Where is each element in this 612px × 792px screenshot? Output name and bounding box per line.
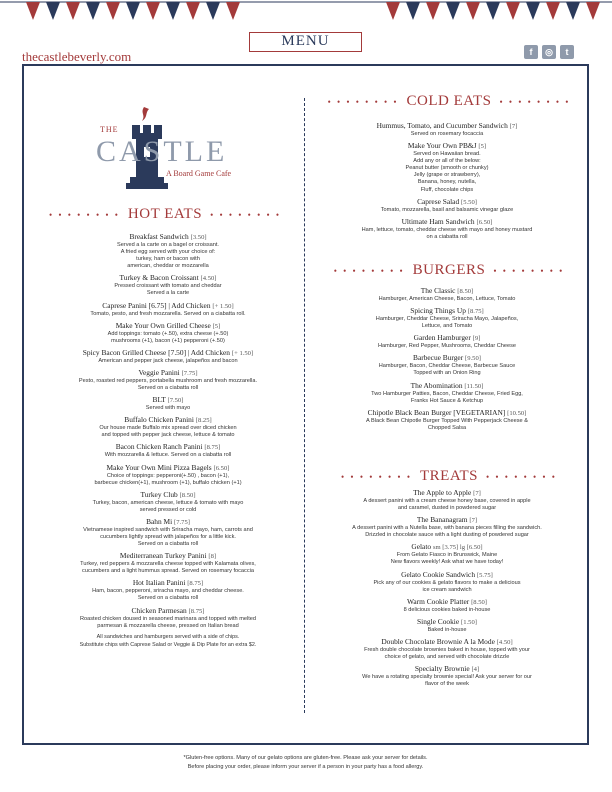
item-description: A fried egg served with your choice of: xyxy=(120,249,216,256)
bunting-flag xyxy=(226,2,240,20)
bunting-flag xyxy=(206,2,220,20)
item-description: Fresh double chocolate brownies baked in house, topped with your xyxy=(364,646,530,653)
item-price: [7.50] xyxy=(167,397,184,405)
item-price: sm [3.75] lg [6.50] xyxy=(432,544,483,552)
item-description: Hamburger, Bacon, Cheddar Cheese, Barbecue Sauce xyxy=(378,363,516,370)
item-description: Drizzled in chocolate sauce with a light dusting of powdered sugar xyxy=(365,532,529,539)
item-name: Caprese Salad xyxy=(417,196,460,206)
item-name: Warm Cookie Platter xyxy=(406,596,470,606)
burgers-heading: • • • • • • • • BURGERS • • • • • • • • xyxy=(333,262,565,278)
website-link[interactable]: thecastlebeverly.com xyxy=(22,49,132,64)
item-description: Served on rosemary focaccia xyxy=(410,131,484,137)
hot-eats-title: HOT EATS xyxy=(127,206,203,222)
item-price: [4] xyxy=(471,666,480,674)
item-price: [4.50] xyxy=(496,638,513,646)
bunting-flag xyxy=(486,2,500,20)
item-name: Turkey & Bacon Croissant xyxy=(119,273,199,283)
item-description: Chopped Salsa xyxy=(427,424,467,431)
item-name: Make Your Own Grilled Cheese xyxy=(115,320,211,330)
item-description: Roasted chicken doused in seasoned marinara and topped with melted xyxy=(79,615,256,622)
item-name: Gelato xyxy=(411,542,432,552)
item-description: New flavors weekly! Ask what we have today! xyxy=(390,559,504,566)
item-description: Pesto, roasted red peppers, portabella mushroom and fresh mozzarella. xyxy=(78,377,258,384)
bunting-flag xyxy=(546,2,560,20)
item-name: Bacon Chicken Ranch Panini xyxy=(115,442,203,452)
menu-item xyxy=(40,490,296,514)
item-price: [7] xyxy=(473,490,481,497)
item-name: BLT xyxy=(152,395,166,405)
menu-item xyxy=(312,617,582,634)
item-description: Served a la carte xyxy=(146,290,190,297)
bunting-flag xyxy=(426,2,440,20)
item-name: Hummus, Tomato, and Cucumber Sandwich xyxy=(376,121,508,130)
item-name: The Bananagram xyxy=(416,515,468,525)
item-description: A Black Bean Chipotle Burger Topped With Pepperjack Cheese & xyxy=(366,417,528,424)
bunting-flag xyxy=(526,2,540,20)
item-price: [8] xyxy=(208,553,217,561)
menu-item xyxy=(40,442,296,459)
cold-eats-heading: • • • • • • • • COLD EATS • • • • • • • • xyxy=(327,93,571,109)
menu-item xyxy=(40,463,296,487)
treats-title: TREATS xyxy=(419,468,478,484)
footnotes xyxy=(22,754,589,772)
menu-item xyxy=(312,141,582,194)
menu-item xyxy=(312,381,582,405)
menu-item xyxy=(312,664,582,688)
menu-item xyxy=(40,348,296,365)
item-name: Breakfast Sandwich xyxy=(129,232,189,241)
item-description: 8 delicious cookies baked in-house xyxy=(403,606,491,613)
item-description: Hamburger, American Cheese, Bacon, Lettuce, Tomato xyxy=(378,296,516,302)
item-description: Pick any of our cookies & gelato flavors to make a delicious xyxy=(373,579,521,586)
item-description: With mozzarella & lettuce. Served on a ciabatta roll xyxy=(104,452,232,459)
item-description: Our house made Buffalo mix spread over diced chicken xyxy=(99,425,237,432)
item-description: Turkey, red peppers & mozzarella cheese topped with Kalamata olives, xyxy=(80,561,256,568)
item-price: [8.75] xyxy=(204,444,221,452)
item-price: [9.50] xyxy=(465,355,481,363)
item-description: Banana, honey, nutella, xyxy=(417,179,477,186)
menu-item xyxy=(40,578,296,602)
hot-eats-heading: • • • • • • • • HOT EATS • • • • • • • • xyxy=(48,206,282,222)
footnote-line: Before placing your order, please inform your server if a person in your party has a food allergy. xyxy=(187,764,424,770)
cold-eats-title: COLD EATS xyxy=(406,93,492,109)
item-name: Ultimate Ham Sandwich xyxy=(401,216,475,226)
item-price: [8.50] xyxy=(471,598,487,606)
footnote-line: *Gluten-free options. Many of our gelato options are gluten-free. Please ask your server for details. xyxy=(183,755,428,761)
item-description: Hamburger, Red Pepper, Mushrooms, Cheddar Cheese xyxy=(377,343,517,350)
twitter-icon[interactable]: t xyxy=(560,45,574,59)
bunting-flag xyxy=(566,2,580,20)
item-description: on a ciabatta roll xyxy=(426,233,468,240)
bunting-flag xyxy=(146,2,160,20)
item-price: [6.50] xyxy=(213,464,230,472)
item-description: american, cheddar or mozzarella xyxy=(127,263,209,270)
item-price: [1.50] xyxy=(461,618,477,626)
item-description: American and pepper jack cheese, jalapeños and bacon xyxy=(98,357,238,364)
item-price: [8.25] xyxy=(195,417,212,425)
item-price: [8.50] xyxy=(179,491,196,499)
burgers-list xyxy=(312,286,582,435)
menu-item xyxy=(312,286,582,303)
item-description: served pressed or cold xyxy=(139,506,197,513)
menu-title: MENU xyxy=(249,32,362,52)
logo-tagline: A Board Game Cafe xyxy=(166,169,232,178)
bunting-flag xyxy=(446,2,460,20)
menu-item xyxy=(40,551,296,575)
menu-item xyxy=(312,570,582,594)
item-price: [7] xyxy=(509,123,518,130)
item-price: [3.50] xyxy=(190,234,207,241)
bunting-banner xyxy=(0,0,612,28)
item-description: Served on Hawaiian bread. xyxy=(413,151,481,158)
menu-item xyxy=(312,408,582,432)
column-divider xyxy=(304,98,305,713)
item-name: The Apple to Apple xyxy=(413,488,472,497)
bunting-flag xyxy=(466,2,480,20)
menu-item xyxy=(312,597,582,614)
item-price: [+ 1.50] xyxy=(231,349,254,357)
menu-item xyxy=(312,542,582,566)
item-price: [5.50] xyxy=(461,198,477,206)
item-description: Jelly (grape or strawberry), xyxy=(413,172,481,179)
item-description: A dessert panini with a Nutella base, with banana pieces filling the sandwich. xyxy=(352,525,542,532)
item-description: Vietnamese inspired sandwich with Sriracha mayo, ham, carrots and xyxy=(83,526,253,533)
item-description: Fluff, chocolate chips xyxy=(420,186,474,193)
bunting-flag xyxy=(166,2,180,20)
instagram-icon[interactable]: ◎ xyxy=(542,45,556,59)
item-description: choice of gelato, and served with chocolate drizzle xyxy=(384,654,510,661)
menu-item xyxy=(40,301,296,318)
logo-the: THE xyxy=(100,125,119,134)
menu-item xyxy=(312,488,582,512)
item-description: Hamburger, Cheddar Cheese, Sriracha Mayo, Jalapeños, xyxy=(375,316,519,323)
sides-note-line: All sandwiches and hamburgers served with a side of chips. xyxy=(96,633,240,640)
item-description: cucumbers and a light hummus spread. Served on rosemary focaccia xyxy=(82,568,254,575)
menu-item xyxy=(312,217,582,241)
menu-item xyxy=(40,232,296,270)
menu-item xyxy=(40,321,296,345)
burgers-title: BURGERS xyxy=(412,262,486,278)
menu-item xyxy=(40,368,296,392)
item-description: Served a la carte on a bagel or croissant. xyxy=(117,242,219,248)
item-name: Caprese Panini [6.75] | Add Chicken xyxy=(102,300,211,310)
item-description: turkey, ham or bacon with xyxy=(136,256,200,263)
item-description: flavor of the week xyxy=(425,681,469,688)
item-description: Served on a ciabatta roll xyxy=(137,385,199,392)
item-description: and topped with pepper jack cheese, lettuce & tomato xyxy=(101,432,235,439)
menu-item xyxy=(40,517,296,548)
item-description: and caramel, dusted in powdered sugar xyxy=(397,505,497,512)
item-description: mushrooms (+1), bacon (+1) pepperoni (+.50) xyxy=(111,337,225,344)
item-name: Turkey Club xyxy=(140,489,178,499)
item-name: Spicing Things Up xyxy=(410,306,466,316)
item-description: Topped with an Onion Ring xyxy=(413,370,481,377)
item-name: Single Cookie xyxy=(417,616,460,626)
item-price: [8.50] xyxy=(457,288,474,295)
item-description: Lettuce, and Tomato xyxy=(421,323,473,330)
item-description: A dessert panini with a cream cheese honey base, covered in apple xyxy=(363,498,531,504)
item-name: Spicy Bacon Grilled Cheese [7.50] | Add Chicken xyxy=(82,347,231,357)
item-price: [+ 1.50] xyxy=(212,302,234,310)
bunting-flag xyxy=(406,2,420,20)
item-name: Make Your Own Mini Pizza Bagels xyxy=(106,462,212,472)
item-description: We have a rotating specialty brownie special! Ask your server for our xyxy=(362,674,532,681)
menu-item xyxy=(312,353,582,377)
logo-name: CASTLE xyxy=(96,135,228,168)
item-description: parmesan & mozzarella cheese, pressed on Italian bread xyxy=(97,622,239,629)
bunting-flag xyxy=(66,2,80,20)
item-price: [8.75] xyxy=(187,580,204,588)
menu-item xyxy=(312,333,582,350)
castle-logo xyxy=(92,105,262,200)
menu-item xyxy=(312,306,582,330)
facebook-icon[interactable]: f xyxy=(524,45,538,59)
item-name: Hot Italian Panini xyxy=(132,578,186,588)
sides-note xyxy=(40,633,296,649)
item-name: Garden Hamburger xyxy=(413,333,471,343)
item-name: Chipotle Black Bean Burger [VEGETARIAN] xyxy=(367,407,506,417)
item-description: Franks Hot Sauce & Ketchup xyxy=(410,397,484,404)
item-description: cucumbers lightly spread with jalapeños for a little kick. xyxy=(100,533,236,540)
item-name: Buffalo Chicken Panini xyxy=(124,415,194,425)
menu-item xyxy=(40,606,296,630)
item-description: Served on a ciabatta roll xyxy=(137,595,199,602)
item-description: From Gelato Fiasco in Brunswick, Maine xyxy=(396,552,498,559)
item-price: [9] xyxy=(472,335,481,343)
bunting-flag xyxy=(106,2,120,20)
item-name: Double Chocolate Brownie A la Mode xyxy=(381,636,495,646)
item-name: Gelato Cookie Sandwich xyxy=(401,569,476,579)
item-name: Veggie Panini xyxy=(138,367,180,377)
sides-note-line: Substitute chips with Caprese Salad or Veggie & Dip Plate for an extra $2. xyxy=(79,641,257,648)
item-description: Tomato, mozzarella, basil and balsamic vinegar glaze xyxy=(380,206,514,213)
item-price: [5] xyxy=(478,143,487,151)
item-description: Add toppings: tomato (+.50), extra cheese (+.50) xyxy=(107,330,229,337)
item-description: ice cream sandwich xyxy=(422,586,472,593)
item-price: [7] xyxy=(469,517,478,525)
item-name: Make Your Own PB&J xyxy=(407,141,477,151)
bunting-flag xyxy=(506,2,520,20)
item-price: [10.50] xyxy=(507,409,527,417)
menu-item xyxy=(312,637,582,661)
bunting-flag xyxy=(46,2,60,20)
bunting-flag xyxy=(26,2,40,20)
item-price: [5.75] xyxy=(476,571,493,579)
treats-heading: • • • • • • • • TREATS • • • • • • • • xyxy=(341,468,557,484)
item-price: [8.75] xyxy=(467,308,484,316)
item-price: [7.75] xyxy=(174,518,190,526)
bunting-flag xyxy=(386,2,400,20)
item-description: Choice of toppings: pepperoni(+.50) , bacon (+1), xyxy=(106,472,230,479)
item-name: Mediterranean Turkey Panini xyxy=(119,551,207,561)
item-price: [11.50] xyxy=(464,382,484,390)
item-description: Ham, lettuce, tomato, cheddar cheese with mayo and honey mustard xyxy=(361,226,533,233)
item-description: barbecue chicken(+1), mushroom (+1), buffalo chicken (+1) xyxy=(94,479,242,486)
item-name: Specialty Brownie xyxy=(414,664,470,674)
menu-item xyxy=(40,415,296,439)
item-price: [8.75] xyxy=(188,607,205,615)
bunting-flag xyxy=(586,2,600,20)
item-description: Ham, bacon, pepperoni, sriracha mayo, and cheddar cheese. xyxy=(92,588,244,595)
item-description: Turkey, bacon, american cheese, lettuce & tomato with mayo xyxy=(92,499,244,506)
item-price: [5] xyxy=(212,322,221,330)
item-description: Add any or all of the below: xyxy=(413,158,481,165)
menu-item xyxy=(40,273,296,297)
bunting-flag xyxy=(126,2,140,20)
item-description: Served on a ciabatta roll xyxy=(137,541,199,548)
cold-eats-list xyxy=(312,121,582,244)
treats-list xyxy=(312,488,582,691)
menu-item xyxy=(312,515,582,539)
menu-item xyxy=(312,121,582,138)
item-name: The Abomination xyxy=(410,380,463,390)
item-description: Two Hamburger Patties, Bacon, Cheddar Cheese, Fried Egg, xyxy=(371,390,523,397)
item-description: Served with mayo xyxy=(145,405,191,412)
item-name: The Classic xyxy=(420,286,456,295)
item-description: Pressed croissant with tomato and cheddar xyxy=(114,283,222,290)
hot-eats-list xyxy=(40,232,296,649)
item-price: [6.50] xyxy=(476,218,493,226)
item-description: Peanut butter (smooth or chunky) xyxy=(405,165,489,172)
item-description: Tomato, pesto, and fresh mozzarella. Served on a ciabatta roll. xyxy=(90,310,246,317)
item-price: [7.75] xyxy=(181,369,198,377)
menu-item xyxy=(312,197,582,214)
menu-item xyxy=(40,395,296,412)
bunting-flag xyxy=(186,2,200,20)
item-price: [4.50] xyxy=(200,275,217,283)
item-description: Baked in-house xyxy=(427,626,467,633)
item-name: Bahn Mi xyxy=(146,516,173,526)
item-name: Chicken Parmesan xyxy=(131,605,187,615)
item-name: Barbecue Burger xyxy=(413,353,464,363)
bunting-flag xyxy=(86,2,100,20)
